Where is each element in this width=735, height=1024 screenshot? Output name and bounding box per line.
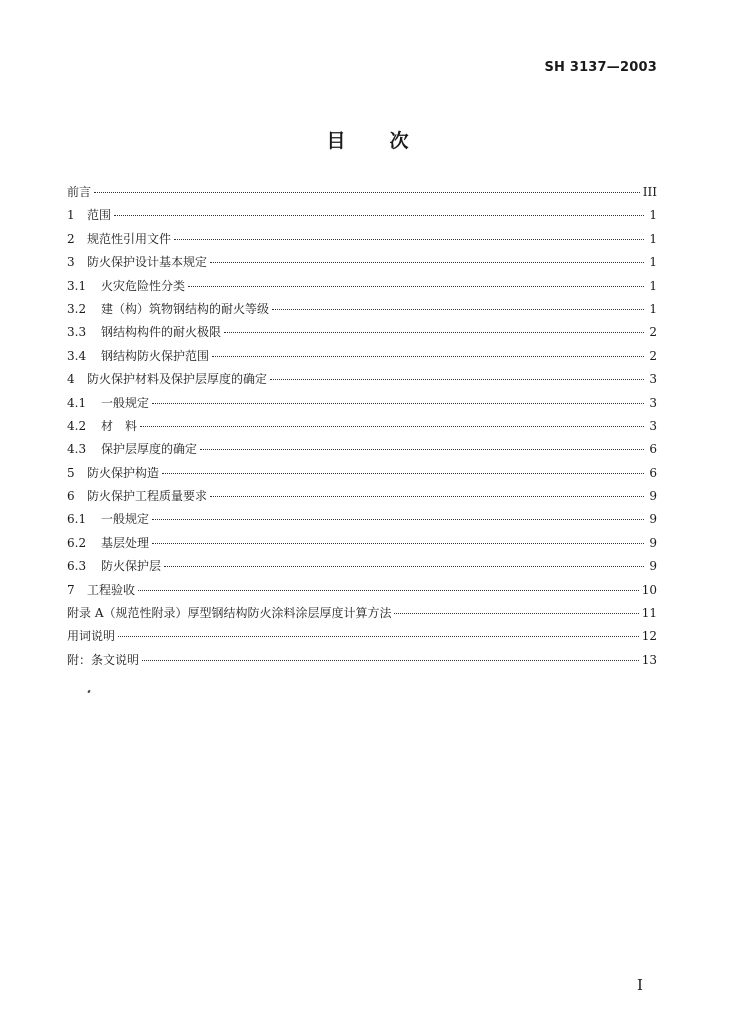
- toc-entry-page: 1: [649, 231, 657, 246]
- toc-entry-page: 6: [649, 442, 657, 457]
- toc-entry[interactable]: [67, 231, 657, 254]
- toc-entry[interactable]: [67, 324, 657, 347]
- standard-code: SH 3137—2003: [544, 60, 657, 75]
- toc-dot-leader: [140, 426, 644, 427]
- toc-dot-leader: [224, 332, 644, 333]
- toc-entry-page: 9: [649, 559, 657, 574]
- toc-entry-number: 3.2: [67, 301, 87, 316]
- toc-entry-number: 3.4: [67, 348, 87, 363]
- toc-entry-page: 6: [649, 465, 657, 480]
- toc-entry-title: 一般规定: [101, 512, 150, 527]
- toc-entry-page: 3: [649, 395, 657, 410]
- toc-dot-leader: [174, 239, 644, 240]
- toc-entry-number: 3: [67, 255, 75, 270]
- toc-entry-page: 9: [649, 489, 657, 504]
- toc-entry-page: 2: [649, 325, 657, 340]
- toc-entry-title: 附录 A（规范性附录）厚型钢结构防火涂料涂层厚度计算方法: [67, 606, 392, 621]
- toc-entry-page: 12: [641, 629, 657, 644]
- toc-entry-title: 防火保护构造: [87, 465, 160, 480]
- toc-entry-number: 6: [67, 489, 75, 504]
- toc-entry[interactable]: [67, 535, 657, 558]
- toc-dot-leader: [94, 192, 640, 193]
- toc-entry-title: 钢结构防火保护范围: [101, 348, 210, 363]
- toc-dot-leader: [188, 286, 644, 287]
- toc-entry-title: 防火保护工程质量要求: [87, 489, 208, 504]
- toc-entry-title: 保护层厚度的确定: [101, 442, 198, 457]
- toc-dot-leader: [270, 379, 644, 380]
- toc-entry-page: III: [642, 185, 657, 199]
- toc-entry-page: 9: [649, 512, 657, 527]
- toc-entry-number: 3.1: [67, 278, 87, 293]
- toc-entry[interactable]: [67, 395, 657, 418]
- toc-dot-leader: [152, 519, 644, 520]
- toc-entry[interactable]: [67, 558, 657, 581]
- toc-entry-title: 用词说明: [67, 629, 116, 644]
- title-char-1: 目: [326, 130, 346, 152]
- toc-entry-title: 基层处理: [101, 535, 150, 550]
- toc-entry-number: 6.1: [67, 512, 87, 527]
- toc-entry-page: 9: [649, 535, 657, 550]
- toc-dot-leader: [118, 636, 639, 637]
- toc-dot-leader: [162, 473, 644, 474]
- title-char-2: 次: [389, 130, 409, 152]
- toc-entry[interactable]: [67, 441, 657, 464]
- toc-entry-number: 6.3: [67, 559, 87, 574]
- toc-entry-number: 4: [67, 372, 75, 387]
- page-number: I: [637, 976, 643, 994]
- toc-entry-title: 附：条文说明: [67, 652, 140, 667]
- toc-dot-leader: [164, 566, 644, 567]
- toc-entry[interactable]: [67, 207, 657, 230]
- toc-entry[interactable]: [67, 301, 657, 324]
- toc-dot-leader: [114, 215, 644, 216]
- toc-entry-page: 1: [649, 301, 657, 316]
- toc-entry-title: 防火保护层: [101, 559, 162, 574]
- toc-dot-leader: [210, 262, 644, 263]
- toc-entry[interactable]: [67, 254, 657, 277]
- toc-entry-title: 建（构）筑物钢结构的耐火等级: [101, 301, 270, 316]
- toc-entry[interactable]: [67, 348, 657, 371]
- toc-entry-title: 钢结构构件的耐火极限: [101, 325, 222, 340]
- toc-dot-leader: [138, 590, 639, 591]
- toc-entry-title: 防火保护设计基本规定: [87, 255, 208, 270]
- toc-entry[interactable]: [67, 488, 657, 511]
- toc-entry-title: 一般规定: [101, 395, 150, 410]
- toc-entry-number: 4.1: [67, 395, 87, 410]
- toc-entry-title: 规范性引用文件: [87, 231, 172, 246]
- toc-entry-page: 11: [641, 606, 657, 621]
- toc-entry-title: 防火保护材料及保护层厚度的确定: [87, 372, 268, 387]
- toc-entry-title: 工程验收: [87, 582, 136, 597]
- toc-entry-title: 前言: [67, 185, 92, 199]
- toc-dot-leader: [272, 309, 644, 310]
- toc-entry-page: 1: [649, 255, 657, 270]
- toc-entry[interactable]: [67, 582, 657, 605]
- toc-entry[interactable]: [67, 652, 657, 675]
- toc-entry-page: 10: [641, 582, 657, 597]
- toc-entry-page: 3: [649, 372, 657, 387]
- toc-entry[interactable]: [67, 418, 657, 441]
- toc-entry-title: 火灾危险性分类: [101, 278, 186, 293]
- toc-entry[interactable]: [67, 511, 657, 534]
- toc-dot-leader: [200, 449, 644, 450]
- toc-entry-title: 材 料: [101, 418, 138, 433]
- toc-entry-page: 13: [641, 652, 657, 667]
- toc-entry-number: 7: [67, 582, 75, 597]
- toc-entry[interactable]: [67, 278, 657, 301]
- toc-entry[interactable]: [67, 628, 657, 651]
- toc-entry-number: 5: [67, 465, 75, 480]
- toc-dot-leader: [152, 543, 644, 544]
- toc-entry[interactable]: [67, 605, 657, 628]
- toc-entry-page: 1: [649, 278, 657, 293]
- toc-dot-leader: [142, 660, 639, 661]
- toc-entry-number: 4.3: [67, 442, 87, 457]
- toc-entry[interactable]: [67, 371, 657, 394]
- toc-dot-leader: [210, 496, 644, 497]
- toc-entry-title: 范围: [87, 208, 112, 223]
- toc-entry-number: 1: [67, 208, 75, 223]
- toc-entry-number: 6.2: [67, 535, 87, 550]
- toc-entry[interactable]: [67, 465, 657, 488]
- table-of-contents: [67, 184, 657, 675]
- toc-entry-page: 3: [649, 418, 657, 433]
- toc-dot-leader: [394, 613, 638, 614]
- toc-entry-page: 1: [649, 208, 657, 223]
- toc-entry-number: 4.2: [67, 418, 87, 433]
- toc-entry-number: 3.3: [67, 325, 87, 340]
- toc-entry-page: 2: [649, 348, 657, 363]
- toc-entry-number: 2: [67, 231, 75, 246]
- toc-dot-leader: [152, 403, 644, 404]
- toc-entry[interactable]: [67, 184, 657, 207]
- scan-speck: [87, 690, 90, 694]
- page-title: [0, 126, 735, 153]
- toc-dot-leader: [212, 356, 644, 357]
